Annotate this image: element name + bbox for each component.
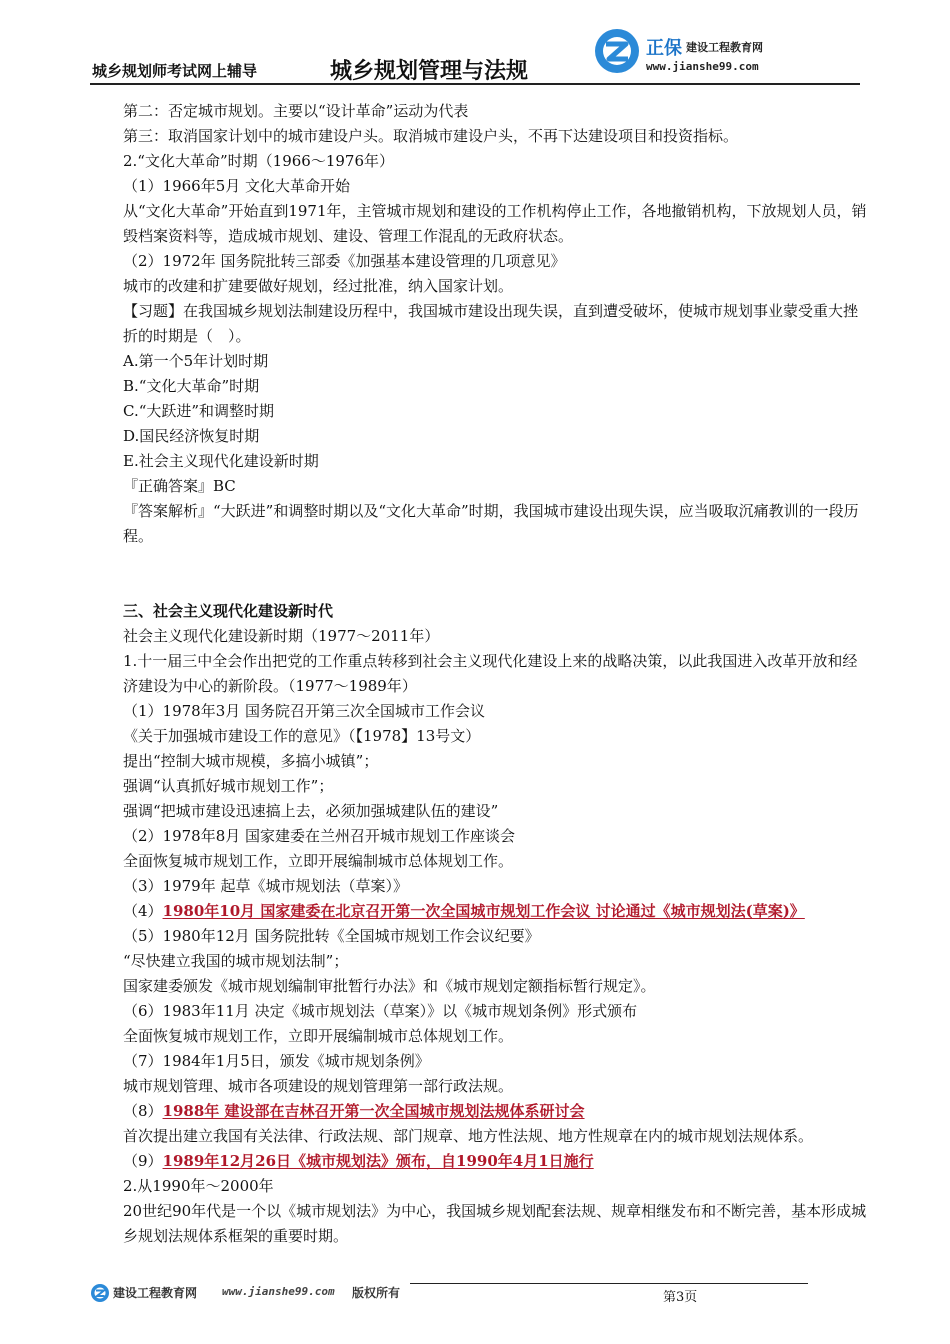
paragraph-line: （7）1984年1月5日，颁发《城市规划条例》 (123, 1052, 430, 1070)
logo-icon (592, 26, 642, 76)
paragraph: 1.十一届三中全会作出把党的工作重点转移到社会主义现代化建设上来的战略决策，以此我国进入改革开放和经济建设为中心的新阶段。（1977～1989年） (123, 652, 858, 695)
exercise-option-e: E.社会主义现代化建设新时期 (123, 452, 319, 470)
logo-url[interactable]: www.jianshe99.com (646, 60, 759, 73)
header-title: 城乡规划管理与法规 (330, 59, 529, 84)
highlighted-line (92, 1149, 872, 1174)
logo-name: 正保 (646, 38, 682, 59)
paragraph-line: 城市规划管理、城市各项建设的规划管理第一部行政法规。 (123, 1077, 514, 1095)
footer-copyright: 版权所有 (352, 1286, 401, 1300)
highlighted-text: 1989年12月26日《城市规划法》颁布，自1990年4月1日施行 (162, 1152, 594, 1170)
paragraph-line: （1）1978年3月 国务院召开第三次全国城市工作会议 (123, 702, 486, 720)
paragraph-line: 强调“把城市建设迅速搞上去，必须加强城建队伍的建设” (123, 802, 499, 820)
exercise-question: 【习题】在我国城乡规划法制建设历程中，我国城市建设出现失误，直到遭受破坏，使城市规划事业蒙受重大挫折的时期是（ ）。 (123, 302, 859, 345)
item-number: （4） (123, 902, 163, 920)
page-number: 第3页 (663, 1290, 698, 1305)
page-header (0, 0, 950, 90)
paragraph: 20世纪90年代是一个以《城市规划法》为中心，我国城乡规划配套法规、规章相继发布和不断完善，基本形成城乡规划法规体系框架的重要时期。 (123, 1202, 867, 1245)
exercise-option-c: C.“大跃进”和调整时期 (123, 402, 275, 420)
paragraph-line: （2）1972年 国务院批转三部委《加强基本建设管理的几项意见》 (123, 252, 566, 270)
paragraph-line: （2）1978年8月 国家建委在兰州召开城市规划工作座谈会 (123, 827, 516, 845)
paragraph-line: 强调“认真抓好城市规划工作”； (123, 777, 334, 795)
paragraph: 从“文化大革命”开始直到1971年，主管城市规划和建设的工作机构停止工作，各地撤销机构，下放规划人员，销毁档案资料等，造成城市规划、建设、管理工作混乱的无政府状态。 (123, 202, 867, 245)
highlighted-text: 1988年 建设部在吉林召开第一次全国城市规划法规体系研讨会 (162, 1102, 585, 1120)
page-footer (0, 1275, 950, 1315)
header-course-name: 城乡规划师考试网上辅导 (92, 62, 258, 80)
answer-explanation: 『答案解析』“大跃进”和调整时期以及“文化大革命”时期，我国城市建设出现失误，应当吸取沉痛教训的一段历程。 (123, 502, 859, 545)
paragraph-line: 社会主义现代化建设新时期（1977～2011年） (123, 627, 440, 645)
header-divider (90, 83, 860, 85)
footer-site-name: 建设工程教育网 (113, 1286, 198, 1300)
exercise-option-b: B.“文化大革命”时期 (123, 377, 260, 395)
highlighted-text: 1980年10月 国家建委在北京召开第一次全国城市规划工作会议 讨论通过《城市规划法(草案)》 (162, 902, 805, 920)
paragraph-line: 全面恢复城市规划工作，立即开展编制城市总体规划工作。 (123, 1027, 514, 1045)
footer-url[interactable]: www.jianshe99.com (222, 1285, 335, 1298)
document-body (92, 99, 872, 1249)
footer-divider (410, 1283, 808, 1284)
paragraph-line: “尽快建立我国的城市规划法制”； (123, 952, 349, 970)
paragraph-line: 全面恢复城市规划工作，立即开展编制城市总体规划工作。 (123, 852, 514, 870)
site-logo[interactable] (592, 26, 792, 86)
correct-answer: 『正确答案』BC (123, 477, 236, 495)
paragraph-line: 第三：取消国家计划中的城市建设户头。取消城市建设户头，不再下达建设项目和投资指标。 (123, 127, 739, 145)
paragraph-line: 第二：否定城市规划。主要以“设计革命”运动为代表 (123, 102, 469, 120)
item-number: （9） (123, 1152, 163, 1170)
highlighted-line (92, 1099, 872, 1124)
site-logo-icon (90, 1283, 110, 1303)
item-number: （8） (123, 1102, 163, 1120)
exercise-option-d: D.国民经济恢复时期 (123, 427, 260, 445)
section-heading: 三、社会主义现代化建设新时代 (123, 602, 334, 620)
paragraph-line: 《关于加强城市建设工作的意见》（【1978】13号文） (123, 727, 481, 745)
paragraph-line: （1）1966年5月 文化大革命开始 (123, 177, 351, 195)
paragraph-line: 国家建委颁发《城市规划编制审批暂行办法》和《城市规划定额指标暂行规定》。 (123, 977, 656, 995)
paragraph-line: 2.从1990年～2000年 (123, 1177, 274, 1195)
paragraph-line: 2.“文化大革命”时期（1966～1976年） (123, 152, 394, 170)
exercise-option-a: A.第一个5年计划时期 (123, 352, 269, 370)
paragraph-line: （3）1979年 起草《城市规划法（草案）》 (123, 877, 408, 895)
paragraph-line: 城市的改建和扩建要做好规划，经过批准，纳入国家计划。 (123, 277, 514, 295)
paragraph-line: （5）1980年12月 国务院批转《全国城市规划工作会议纪要》 (123, 927, 540, 945)
paragraph-line: 提出“控制大城市规模，多搞小城镇”； (123, 752, 379, 770)
logo-subtitle: 建设工程教育网 (686, 41, 763, 54)
section-spacer (92, 549, 872, 599)
highlighted-line (92, 899, 872, 924)
paragraph-line: 首次提出建立我国有关法律、行政法规、部门规章、地方性法规、地方性规章在内的城市规划法规体系。 (123, 1127, 814, 1145)
paragraph-line: （6）1983年11月 决定《城市规划法（草案）》以《城市规划条例》形式颁布 (123, 1002, 638, 1020)
